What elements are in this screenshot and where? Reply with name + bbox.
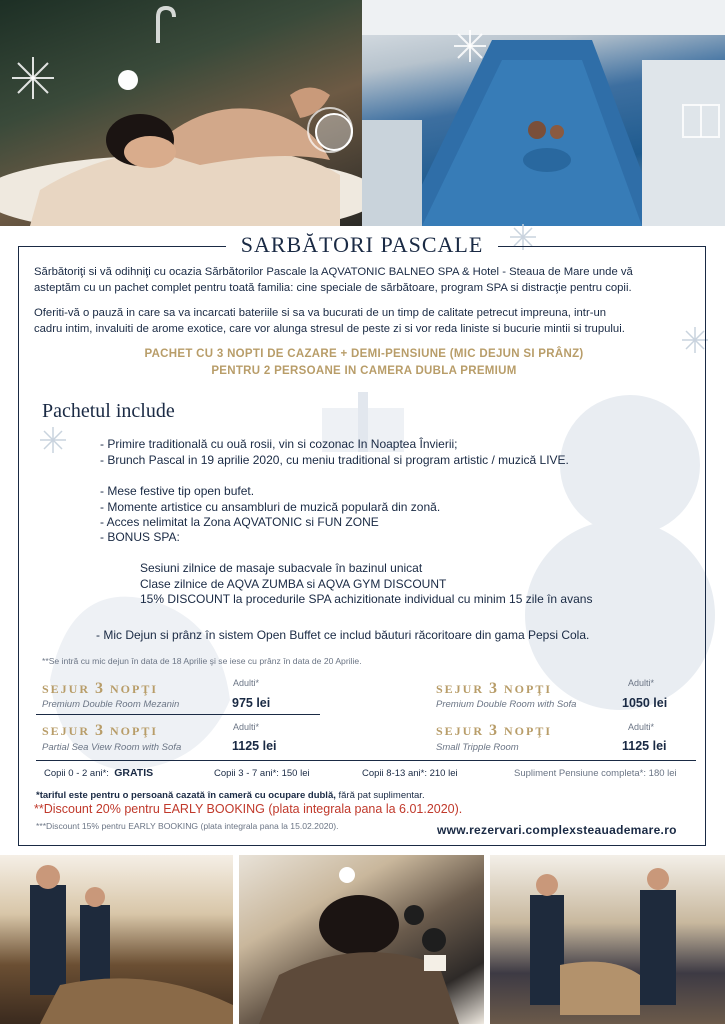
include-item: - Brunch Pascal in 19 aprilie 2020, cu meniu traditional si program artistic / muzică LIVE.: [100, 453, 569, 467]
include-item: - Acces nelimitat la Zona AQVATONIC si FUN ZONE: [100, 515, 379, 529]
include-item: - Mese festive tip open bufet.: [100, 484, 255, 498]
include-item: - Mic Dejun si prânz în sistem Open Buffet ce includ băuturi răcoritoare din gama Pepsi Cola.: [96, 628, 590, 642]
page-title: SARBĂTORI PASCALE: [240, 232, 484, 257]
sejur-label: SEJUR 3 NOPŢI: [42, 680, 159, 697]
snowflake-icon: [452, 28, 488, 69]
adult-label: Adulti*: [628, 678, 655, 688]
bonus-item: Sesiuni zilnice de masaje subacvale în bazinul unicat: [140, 561, 423, 575]
row-divider: [36, 714, 320, 715]
candy-cane-icon: [150, 5, 178, 50]
stay-footnote: **Se intră cu mic dejun în data de 18 Aprilie şi se iese cu prânz în data de 20 Aprilie.: [42, 656, 362, 666]
package-subheadline: PENTRU 2 PERSOANE IN CAMERA DUBLA PREMIUM: [211, 365, 517, 377]
room-name: Premium Double Room with Sofa: [436, 699, 577, 710]
massage-photo: [0, 0, 362, 226]
intro-paragraph-1: [34, 264, 694, 296]
include-item: - BONUS SPA:: [100, 530, 180, 544]
snowflake-icon: [10, 55, 56, 106]
bonus-item: Clase zilnice de AQVA ZUMBA si AQVA GYM DISCOUNT: [140, 577, 447, 591]
sejur-label: SEJUR 3 NOPŢI: [436, 680, 553, 697]
website-link[interactable]: www.rezervari.complexsteauademare.ro: [437, 823, 677, 837]
child-price-8-13: Copii 8-13 ani*: 210 lei: [362, 768, 458, 779]
early-booking-15: ***Discount 15% pentru EARLY BOOKING (plata integrala pana la 15.02.2020).: [36, 821, 339, 831]
includes-title: Pachetul include: [42, 400, 175, 422]
room-name: Partial Sea View Room with Sofa: [42, 742, 182, 753]
sejur-label: SEJUR 3 NOPŢI: [42, 722, 159, 739]
adult-label: Adulti*: [233, 678, 260, 688]
package-headline: PACHET CU 3 NOPTI DE CAZARE + DEMI-PENSIUNE (MIC DEJUN SI PRÂNZ): [144, 348, 584, 360]
include-item: - Primire traditională cu ouă rosii, vin si cozonac In Noaptea Învierii;: [100, 437, 458, 451]
adult-label: Adulti*: [628, 722, 655, 732]
pool-photo: [362, 0, 725, 226]
intro-line: asteptăm cu un pachet complet pentru toată familia: cine speciale de sărbătoare, program SPA si distracţie pentru copii.: [34, 282, 632, 294]
row-divider: [36, 760, 696, 761]
room-price: 975 lei: [232, 696, 271, 710]
rate-note: *tariful este pentru o persoană cazată în cameră cu ocupare dublă, fără pat suplimentar.: [36, 790, 425, 801]
early-booking-20: **Discount 20% pentru EARLY BOOKING (plata integrala pana la 6.01.2020).: [34, 802, 463, 816]
intro-paragraph-2: [34, 305, 694, 337]
room-price: 1125 lei: [622, 739, 667, 753]
chefs-photo: [490, 855, 725, 1024]
intro-line: cadru intim, invaluiti de arome exotice, care vor alunga stresul de peste zi si vor reda liniste si bucurie mintii si trupului.: [34, 323, 625, 335]
ornament-icon: [312, 108, 356, 157]
intro-line: Sărbătoriţi si vă odihniţi cu ocazia Sărbătorilor Pascale la AQVATONIC BALNEO SPA & Hotel - Steaua de Mare unde vă: [34, 266, 633, 278]
full-board-supplement: Supliment Pensiune completa*: 180 lei: [514, 768, 677, 779]
buffet-photo: [0, 855, 233, 1024]
adult-label: Adulti*: [233, 722, 260, 732]
room-price: 1050 lei: [622, 696, 668, 710]
room-price: 1125 lei: [232, 739, 277, 753]
gift-icon: [680, 90, 722, 145]
room-name: Small Tripple Room: [436, 742, 519, 753]
mud-treatment-photo: [239, 855, 484, 1024]
intro-line: Oferiti-vă o pauză in care sa va incarcati bateriile si sa va bucurati de un timp de calitate petrecut impreuna, intr-un: [34, 307, 607, 319]
room-name: Premium Double Room Mezanin: [42, 699, 180, 710]
child-price-0-2: Copii 0 - 2 ani*: GRATIS: [44, 767, 154, 779]
include-item: - Momente artistice cu ansambluri de muzică populară din zonă.: [100, 500, 441, 514]
bonus-item: 15% DISCOUNT la procedurile SPA achizitionate individual cu minim 15 zile în avans: [140, 592, 593, 606]
sejur-label: SEJUR 3 NOPŢI: [436, 722, 553, 739]
child-price-3-7: Copii 3 - 7 ani*: 150 lei: [214, 768, 310, 779]
